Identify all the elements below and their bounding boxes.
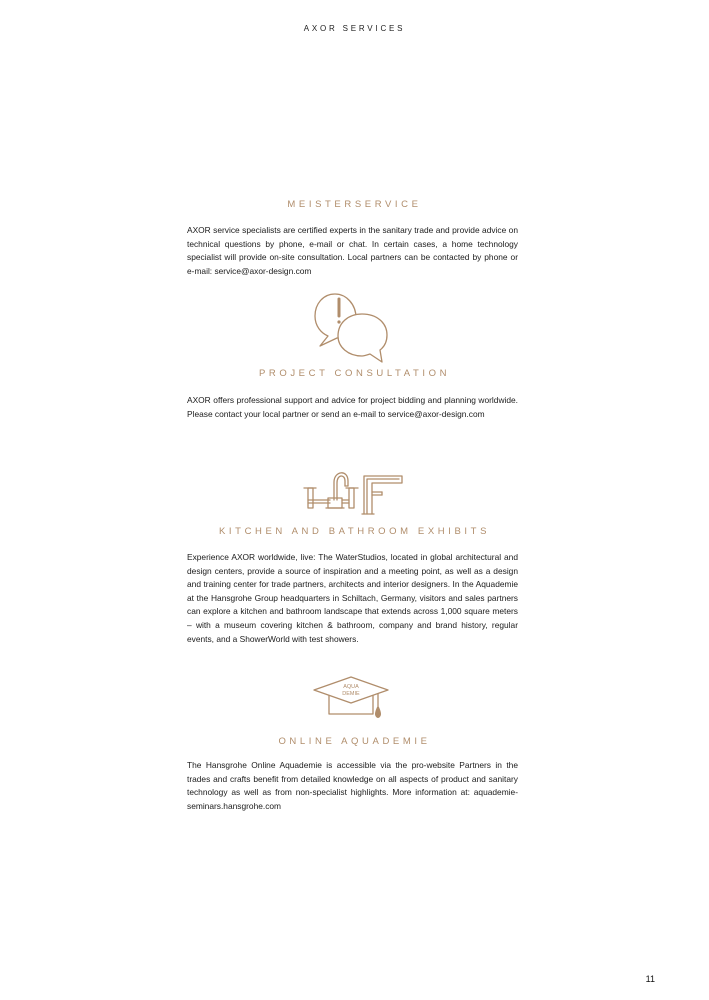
section-heading-online-aquademie: ONLINE AQUADEMIE	[278, 736, 431, 747]
section-text-project-consultation: AXOR offers professional support and advice for project bidding and planning worldwide. Please contact your local partner or send an e-mail to service@axor-design.com	[187, 395, 518, 419]
aquademie-logo-text-line1: AQUA	[343, 684, 359, 690]
section-text-kitchen-bathroom-exhibits: Experience AXOR worldwide, live: The WaterStudios, located in global architectural and design centers, provide a source of inspiration and a meeting point, as well as a design and training center for trade partners, architects and interior designers. In the Aquademie at the Hansgrohe Group headquarters in Schiltach, Germany, visitors and sales partners can explore a kitchen and bathroom landscape that extends across 1,000 square meters – with a museum covering kitchen & bathroom, company and brand history, regular events, and a ShowerWorld with test showers.	[187, 552, 518, 644]
section-text-meisterservice: AXOR service specialists are certified experts in the sanitary trade and provide advice on technical questions by phone, e-mail or chat. In certain cases, a home technology specialist will provide on-site consultation. Local partners can be contacted by phone or e-mail: service@axor-design.com	[187, 225, 518, 276]
section-heading-project-consultation: PROJECT CONSULTATION	[258, 368, 451, 379]
section-heading-kitchen-bathroom-exhibits: KITCHEN AND BATHROOM EXHIBITS	[218, 526, 491, 537]
page-number: 11	[645, 974, 655, 984]
faucets-icon	[300, 462, 406, 518]
aquademie-logo-text-line2: DEMIE	[342, 691, 360, 697]
graduation-cap-icon	[312, 674, 392, 724]
speech-bubbles-exclamation-icon	[312, 290, 392, 366]
section-text-online-aquademie: The Hansgrohe Online Aquademie is accessible via the pro-website Partners in the trades and crafts benefit from detailed knowledge on all aspects of product and sanitary technology as well as from non-specialist highlights. More information at: aquademie-seminars.hansgrohe.com	[187, 760, 518, 811]
section-heading-meisterservice: MEISTERSERVICE	[287, 199, 422, 210]
running-title: AXOR SERVICES	[303, 24, 406, 33]
